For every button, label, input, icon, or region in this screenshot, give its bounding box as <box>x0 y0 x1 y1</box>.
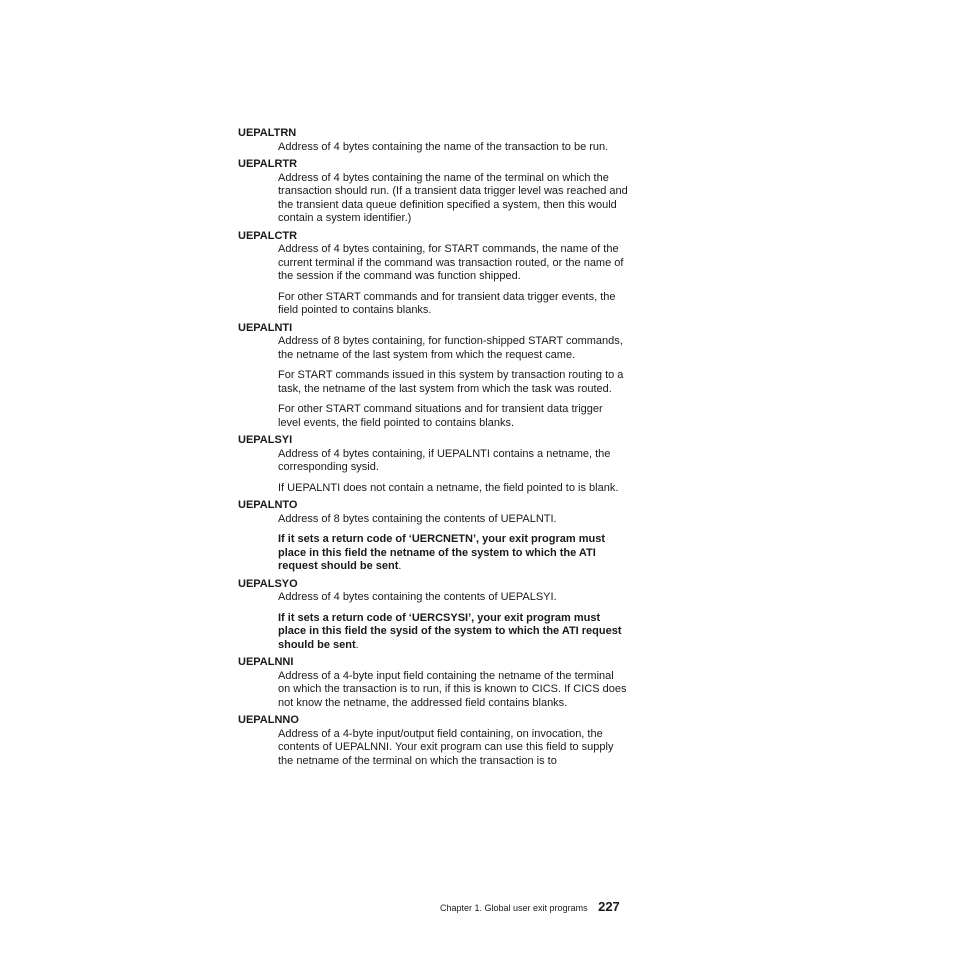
field-term: UEPALSYO <box>238 577 298 590</box>
definition-entry <box>238 434 628 495</box>
paragraph-text: For other START commands and for transient data trigger events, the field pointed to contains blanks. <box>278 290 616 316</box>
field-term: UEPALNTO <box>238 499 298 511</box>
description-paragraph <box>278 448 628 475</box>
description-paragraph <box>278 369 628 396</box>
field-description <box>278 335 628 430</box>
definition-entry <box>238 230 628 318</box>
bold-text: If it sets a return code of ‘UERCNETN’, your exit program must place in this field the netname of the system to which the ATI request should be sent <box>278 533 605 572</box>
field-term: UEPALNNO <box>238 714 299 726</box>
description-paragraph <box>278 482 628 496</box>
definition-entry <box>238 714 628 768</box>
field-term: UEPALSYI <box>238 434 293 446</box>
page-footer <box>440 900 630 915</box>
definition-entry <box>238 656 628 710</box>
page-number: 227 <box>598 899 620 914</box>
field-term: UEPALNTI <box>238 321 293 334</box>
field-description <box>278 591 628 652</box>
field-description <box>278 141 628 155</box>
paragraph-text: Address of 4 bytes containing the name of the transaction to be run. <box>278 140 609 153</box>
paragraph-text: Address of a 4-byte input field containing the netname of the terminal on which the transaction is to run, if this is known to CICS. If CICS does not know the netname, the addressed field contains blanks. <box>278 669 627 709</box>
description-paragraph <box>278 513 628 527</box>
document-body <box>238 127 628 772</box>
field-description <box>278 172 628 226</box>
paragraph-text: If UEPALNTI does not contain a netname, the field pointed to is blank. <box>278 481 619 494</box>
description-paragraph <box>278 612 628 653</box>
paragraph-text: Address of 4 bytes containing, for START commands, the name of the current terminal if the command was transaction routed, or the name of the session if the command was function shipped. <box>278 243 624 282</box>
paragraph-text: . <box>398 560 402 572</box>
paragraph-text: . <box>355 638 359 651</box>
description-paragraph <box>278 403 628 430</box>
paragraph-text: Address of 8 bytes containing the contents of UEPALNTI. <box>278 512 557 525</box>
description-paragraph <box>278 591 628 605</box>
field-term: UEPALCTR <box>238 229 298 242</box>
field-description <box>278 728 628 769</box>
field-term: UEPALNNI <box>238 656 294 668</box>
field-description <box>278 243 628 318</box>
paragraph-text: For other START command situations and for transient data trigger level events, the field pointed to contains blanks. <box>278 403 603 429</box>
paragraph-text: Address of 4 bytes containing, if UEPALNTI contains a netname, the corresponding sysid. <box>278 447 611 473</box>
description-paragraph <box>278 291 628 318</box>
field-term: UEPALRTR <box>238 158 298 170</box>
description-paragraph <box>278 533 628 574</box>
field-term: UEPALTRN <box>238 127 297 139</box>
description-paragraph <box>278 141 628 155</box>
paragraph-text: Address of 4 bytes containing the name of the terminal on which the transaction should run. (If a transient data trigger level was reached and the transient data queue definition specified a system, then this would contain a system identifier.) <box>278 171 628 224</box>
paragraph-text: Address of a 4-byte input/output field containing, on invocation, the contents of UEPALNNI. Your exit program can use this field to supply the netname of the terminal on which the transaction is to <box>278 727 614 767</box>
field-description <box>278 513 628 574</box>
definition-entry <box>238 578 628 653</box>
paragraph-text: Address of 4 bytes containing the contents of UEPALSYI. <box>278 591 557 603</box>
bold-text: If it sets a return code of ‘UERCSYSI’, your exit program must place in this field the sysid of the system to which the ATI request should be sent <box>278 611 622 651</box>
chapter-title: Chapter 1. Global user exit programs <box>440 903 588 913</box>
definition-entry <box>238 127 628 154</box>
description-paragraph <box>278 335 628 362</box>
definition-entry <box>238 158 628 226</box>
description-paragraph <box>278 172 628 226</box>
definition-entry <box>238 499 628 574</box>
description-paragraph <box>278 243 628 284</box>
definition-entry <box>238 322 628 431</box>
field-description <box>278 670 628 711</box>
paragraph-text: Address of 8 bytes containing, for function-shipped START commands, the netname of the last system from which the request came. <box>278 335 623 361</box>
description-paragraph <box>278 728 628 769</box>
paragraph-text: For START commands issued in this system by transaction routing to a task, the netname of the last system from which the task was routed. <box>278 369 624 395</box>
description-paragraph <box>278 670 628 711</box>
field-description <box>278 448 628 496</box>
